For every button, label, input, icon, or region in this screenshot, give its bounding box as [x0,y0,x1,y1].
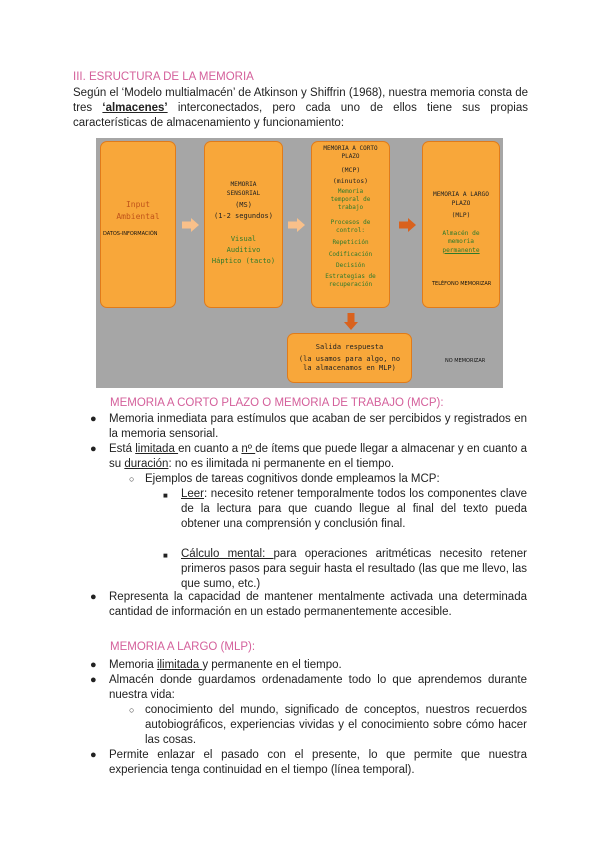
ms-item-haptico: Háptico (tacto) [211,257,276,265]
intro-almacenes: ‘almacenes’ [102,102,168,114]
mcp-bullet-1: Memoria inmediata para estímulos que acaban de ser percibidos y registrados en la memoria sensorial. [109,413,527,440]
mcp-leer-text: : necesito retener temporalmente todos los componentes clave de la lectura para que cuando llegue al final del texto pueda obtener una comprensión y conclusión final. [181,488,527,530]
input-note: DATOS-INFORMACIÓN [103,231,158,237]
output-box [287,333,412,383]
bullet-dot: ● [90,591,97,603]
mlp-b1-a: Memoria [109,659,157,671]
mlp-sub-1: conocimiento del mundo, significado de conceptos, nuestros recuerdos autobiográficos, experiencias vividas y el conocimiento sobre cómo hacer las cosas. [145,704,527,746]
bullet-dot: ● [90,749,97,761]
mcp-leer-label: Leer [181,488,205,500]
mcp-title2: PLAZO [341,153,360,160]
bullet-dot: ● [90,674,97,686]
mcp-heading: MEMORIA A CORTO PLAZO O MEMORIA DE TRABAJO (MCP): [110,397,444,409]
ms-item-visual: Visual [230,235,257,243]
mcp-calculo-label: Cálculo mental: [181,548,274,560]
mcp-item-codificacion: Codificación [328,251,373,258]
mcp-bullet-3: Representa la capacidad de mantener mentalmente activada una determinada cantidad de información en un estado permanentemente accesible. [109,591,527,618]
ms-title2: SENSORIAL [226,190,261,197]
mcp-b2-b: en cuanto a [178,443,242,455]
mcp-b2-limitada: limitada [135,443,179,455]
mcp-b2-num: nº [241,443,256,455]
arrow-mcp-mlp [399,218,416,232]
mcp-b2-c: de ítems que puede llegar a almacenar y en cuanto a su [109,443,527,470]
mcp-leer [181,487,527,532]
memory-model-diagram [96,138,503,388]
mcp-work2: temporal de [330,196,371,203]
mcp-proc1: Procesos de [330,219,371,226]
mlp-perm1: Almacén de [442,229,480,237]
mlp-perm3: permanente [442,246,480,254]
mlp-bullet-1 [109,658,527,673]
ms-box [204,141,283,308]
input-line2: Ambiental [116,212,160,221]
mlp-b1-b: y permanente en el tiempo. [202,659,342,671]
mcp-calculo [181,547,527,592]
mcp-b2-d: : no es ilimitada ni permanente en el tiempo. [168,458,395,470]
mcp-abbr: (MCP) [340,166,361,174]
mcp-calculo-text: para operaciones aritméticas necesito retener primeros pasos para seguir hasta el resultado (las que me llevo, las que sumo, etc.) [181,548,527,590]
mcp-work1: Memoria [337,188,364,195]
output-line1: (la usamos para algo, no [298,354,401,363]
bullet-circle: ○ [129,705,135,715]
mcp-title1: MEMORIA A CORTO [323,145,378,152]
arrow-mcp-out [344,313,358,330]
mlp-perm2: memoria [447,238,475,245]
arrow-ms-mcp [288,218,305,232]
ms-abbr: (MS) [235,201,252,209]
mcp-b2-a: Está [109,443,136,455]
bullet-dot: ● [90,443,97,455]
intro-text-1: Según el ‘Modelo multialmacén’ de Atkinson y Shiffrin (1968), nuestra memoria consta de tres [73,87,528,114]
input-line1: Input [125,200,151,209]
mcp-b2-duracion: duración [124,458,169,470]
mcp-work3: trabajo [337,204,364,211]
mcp-time: (minutos) [332,177,369,185]
mlp-abbr: (MLP) [451,212,471,219]
ms-time: (1-2 segundos) [213,212,273,220]
mcp-box [311,141,390,308]
mlp-bullet-2: Almacén donde guardamos ordenadamente todo lo que aprendemos durante nuestra vida: [109,674,527,701]
output-note: NO MEMORIZAR [445,358,486,364]
intro-paragraph [73,86,528,131]
ms-title1: MEMORIA [230,181,257,188]
mlp-title2: PLAZO [451,199,471,207]
mcp-proc2: control: [336,227,365,234]
bullet-circle: ○ [129,474,135,484]
mlp-b1-ilimitada: ilimitada [156,659,203,671]
intro-text-2: interconectados, pero cada uno de ellos tiene sus propias características de almacenamiento y funcionamiento: [73,102,528,129]
bullet-square: ■ [163,551,168,560]
section-title: III. ESRUCTURA DE LA MEMORIA [73,71,254,83]
input-box [100,141,176,308]
output-line2: la almacenamos en MLP) [303,364,396,372]
output-title: Salida respuesta [315,343,384,351]
mcp-strat2: recuperación [328,281,373,288]
mcp-item-repeticion: Repetición [332,239,369,246]
ms-item-auditivo: Auditivo [226,246,261,254]
mcp-bullet-2 [109,442,527,472]
mlp-title1: MEMORIA A LARGO [433,191,489,198]
bullet-dot: ● [90,413,97,425]
bullet-dot: ● [90,659,97,671]
mlp-heading: MEMORIA A LARGO (MLP): [110,641,256,653]
mlp-note: TELÉFONO MEMORIZAR [432,281,492,287]
mlp-bullet-3: Permite enlazar el pasado con el presente, lo que permite que nuestra experiencia tenga continuidad en el tiempo (línea temporal). [109,749,527,776]
bullet-square: ■ [163,491,168,500]
arrow-input-ms [182,218,199,232]
mcp-item-decision: Decisión [336,262,365,269]
mcp-sub-1: Ejemplos de tareas cognitivos donde empleamos la MCP: [145,473,440,485]
mcp-strat1: Estrategias de [325,273,376,280]
